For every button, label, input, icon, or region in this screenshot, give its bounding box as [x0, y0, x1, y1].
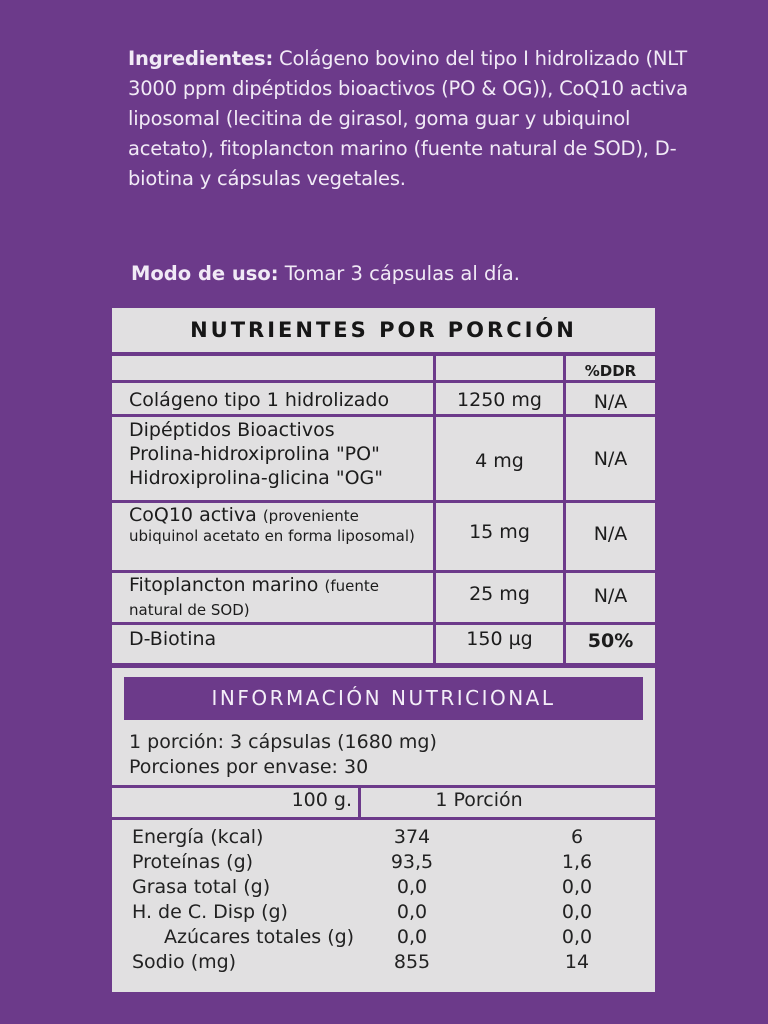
usage-label: Modo de uso: — [131, 262, 279, 285]
nutrient-amount: 25 mg — [469, 583, 530, 605]
nutrients-title: NUTRIENTES POR PORCIÓN — [190, 318, 577, 342]
column-divider — [358, 787, 361, 817]
nutrient-name: Colágeno tipo 1 hidrolizado — [129, 389, 390, 411]
nutrition-row-portion: 0,0 — [561, 926, 593, 948]
nutrition-row-per100g: 0,0 — [396, 926, 428, 948]
ingredients-body: Colágeno bovino del tipo I hidrolizado (NLT 3000 ppm dipéptidos bioactivos (PO & OG)), CoQ10 activa liposomal (lecitina de girasol, goma guar y ubiquinol acetato), fitoplancton marino (fuente natural de SOD), D-biotina y cápsulas vegetales. — [128, 47, 688, 190]
nutrient-name — [129, 418, 383, 490]
nutrition-row-portion: 6 — [570, 826, 584, 848]
nutrition-row-portion: 1,6 — [561, 851, 593, 873]
nutrient-ddr: N/A — [593, 391, 628, 413]
nutrition-row-per100g: 93,5 — [390, 851, 434, 873]
col-100g-header: 100 g. — [291, 789, 352, 811]
ddr-header: %DDR — [584, 362, 637, 380]
nutrient-amount: 1250 mg — [457, 389, 542, 411]
divider — [112, 622, 655, 625]
nutrition-row-per100g: 855 — [393, 951, 431, 973]
nutrition-row-name: H. de C. Disp (g) — [132, 901, 288, 923]
nutrition-row-portion: 0,0 — [561, 901, 593, 923]
nutrients-table — [112, 308, 655, 663]
serving-size: 1 porción: 3 cápsulas (1680 mg) — [129, 731, 437, 753]
nutrient-line: Hidroxiprolina-glicina "OG" — [129, 467, 383, 489]
nutrition-row-name: Azúcares totales (g) — [164, 926, 355, 948]
nutrient-amount: 4 mg — [475, 450, 524, 472]
col-portion-header: 1 Porción — [435, 789, 523, 811]
nutrient-name: D-Biotina — [129, 628, 217, 650]
nutrition-row-per100g: 0,0 — [396, 901, 428, 923]
nutrition-row-name: Energía (kcal) — [132, 826, 264, 848]
divider — [112, 817, 655, 820]
nutrition-info-table — [112, 668, 655, 992]
divider — [112, 570, 655, 573]
divider — [112, 352, 655, 356]
nutrient-amount: 150 µg — [466, 628, 533, 650]
nutrient-main: Fitoplancton marino — [129, 574, 319, 596]
nutrition-info-title: INFORMACIÓN NUTRICIONAL — [124, 677, 643, 720]
nutrient-amount: 15 mg — [469, 521, 530, 543]
usage-text — [131, 259, 520, 289]
nutrition-row-per100g: 374 — [393, 826, 431, 848]
ingredients-text — [128, 44, 688, 194]
nutrient-line: Dipéptidos Bioactivos — [129, 419, 335, 441]
nutrient-note: (proveniente ubiquinol acetato en forma liposomal) — [129, 507, 415, 545]
nutrition-row-name: Sodio (mg) — [132, 951, 237, 973]
servings-per-container: Porciones por envase: 30 — [129, 756, 369, 778]
nutrient-ddr: 50% — [587, 630, 634, 652]
nutrient-ddr: N/A — [593, 585, 628, 607]
divider — [112, 414, 655, 417]
nutrition-row-per100g: 0,0 — [396, 876, 428, 898]
nutrition-row-name: Proteínas (g) — [132, 851, 254, 873]
nutrient-line: Prolina-hidroxiprolina "PO" — [129, 443, 380, 465]
nutrient-name — [129, 574, 429, 622]
divider — [112, 500, 655, 503]
nutrition-row-name: Grasa total (g) — [132, 876, 271, 898]
nutrient-name — [129, 506, 419, 546]
usage-body: Tomar 3 cápsulas al día. — [278, 262, 520, 285]
ingredients-label: Ingredientes: — [128, 47, 274, 70]
nutrient-main: CoQ10 activa — [129, 504, 257, 526]
nutrition-row-portion: 14 — [564, 951, 590, 973]
nutrient-ddr: N/A — [593, 523, 628, 545]
nutrition-row-portion: 0,0 — [561, 876, 593, 898]
nutrient-ddr: N/A — [593, 448, 628, 470]
nutrient-note: (fuente natural de SOD) — [129, 577, 379, 619]
